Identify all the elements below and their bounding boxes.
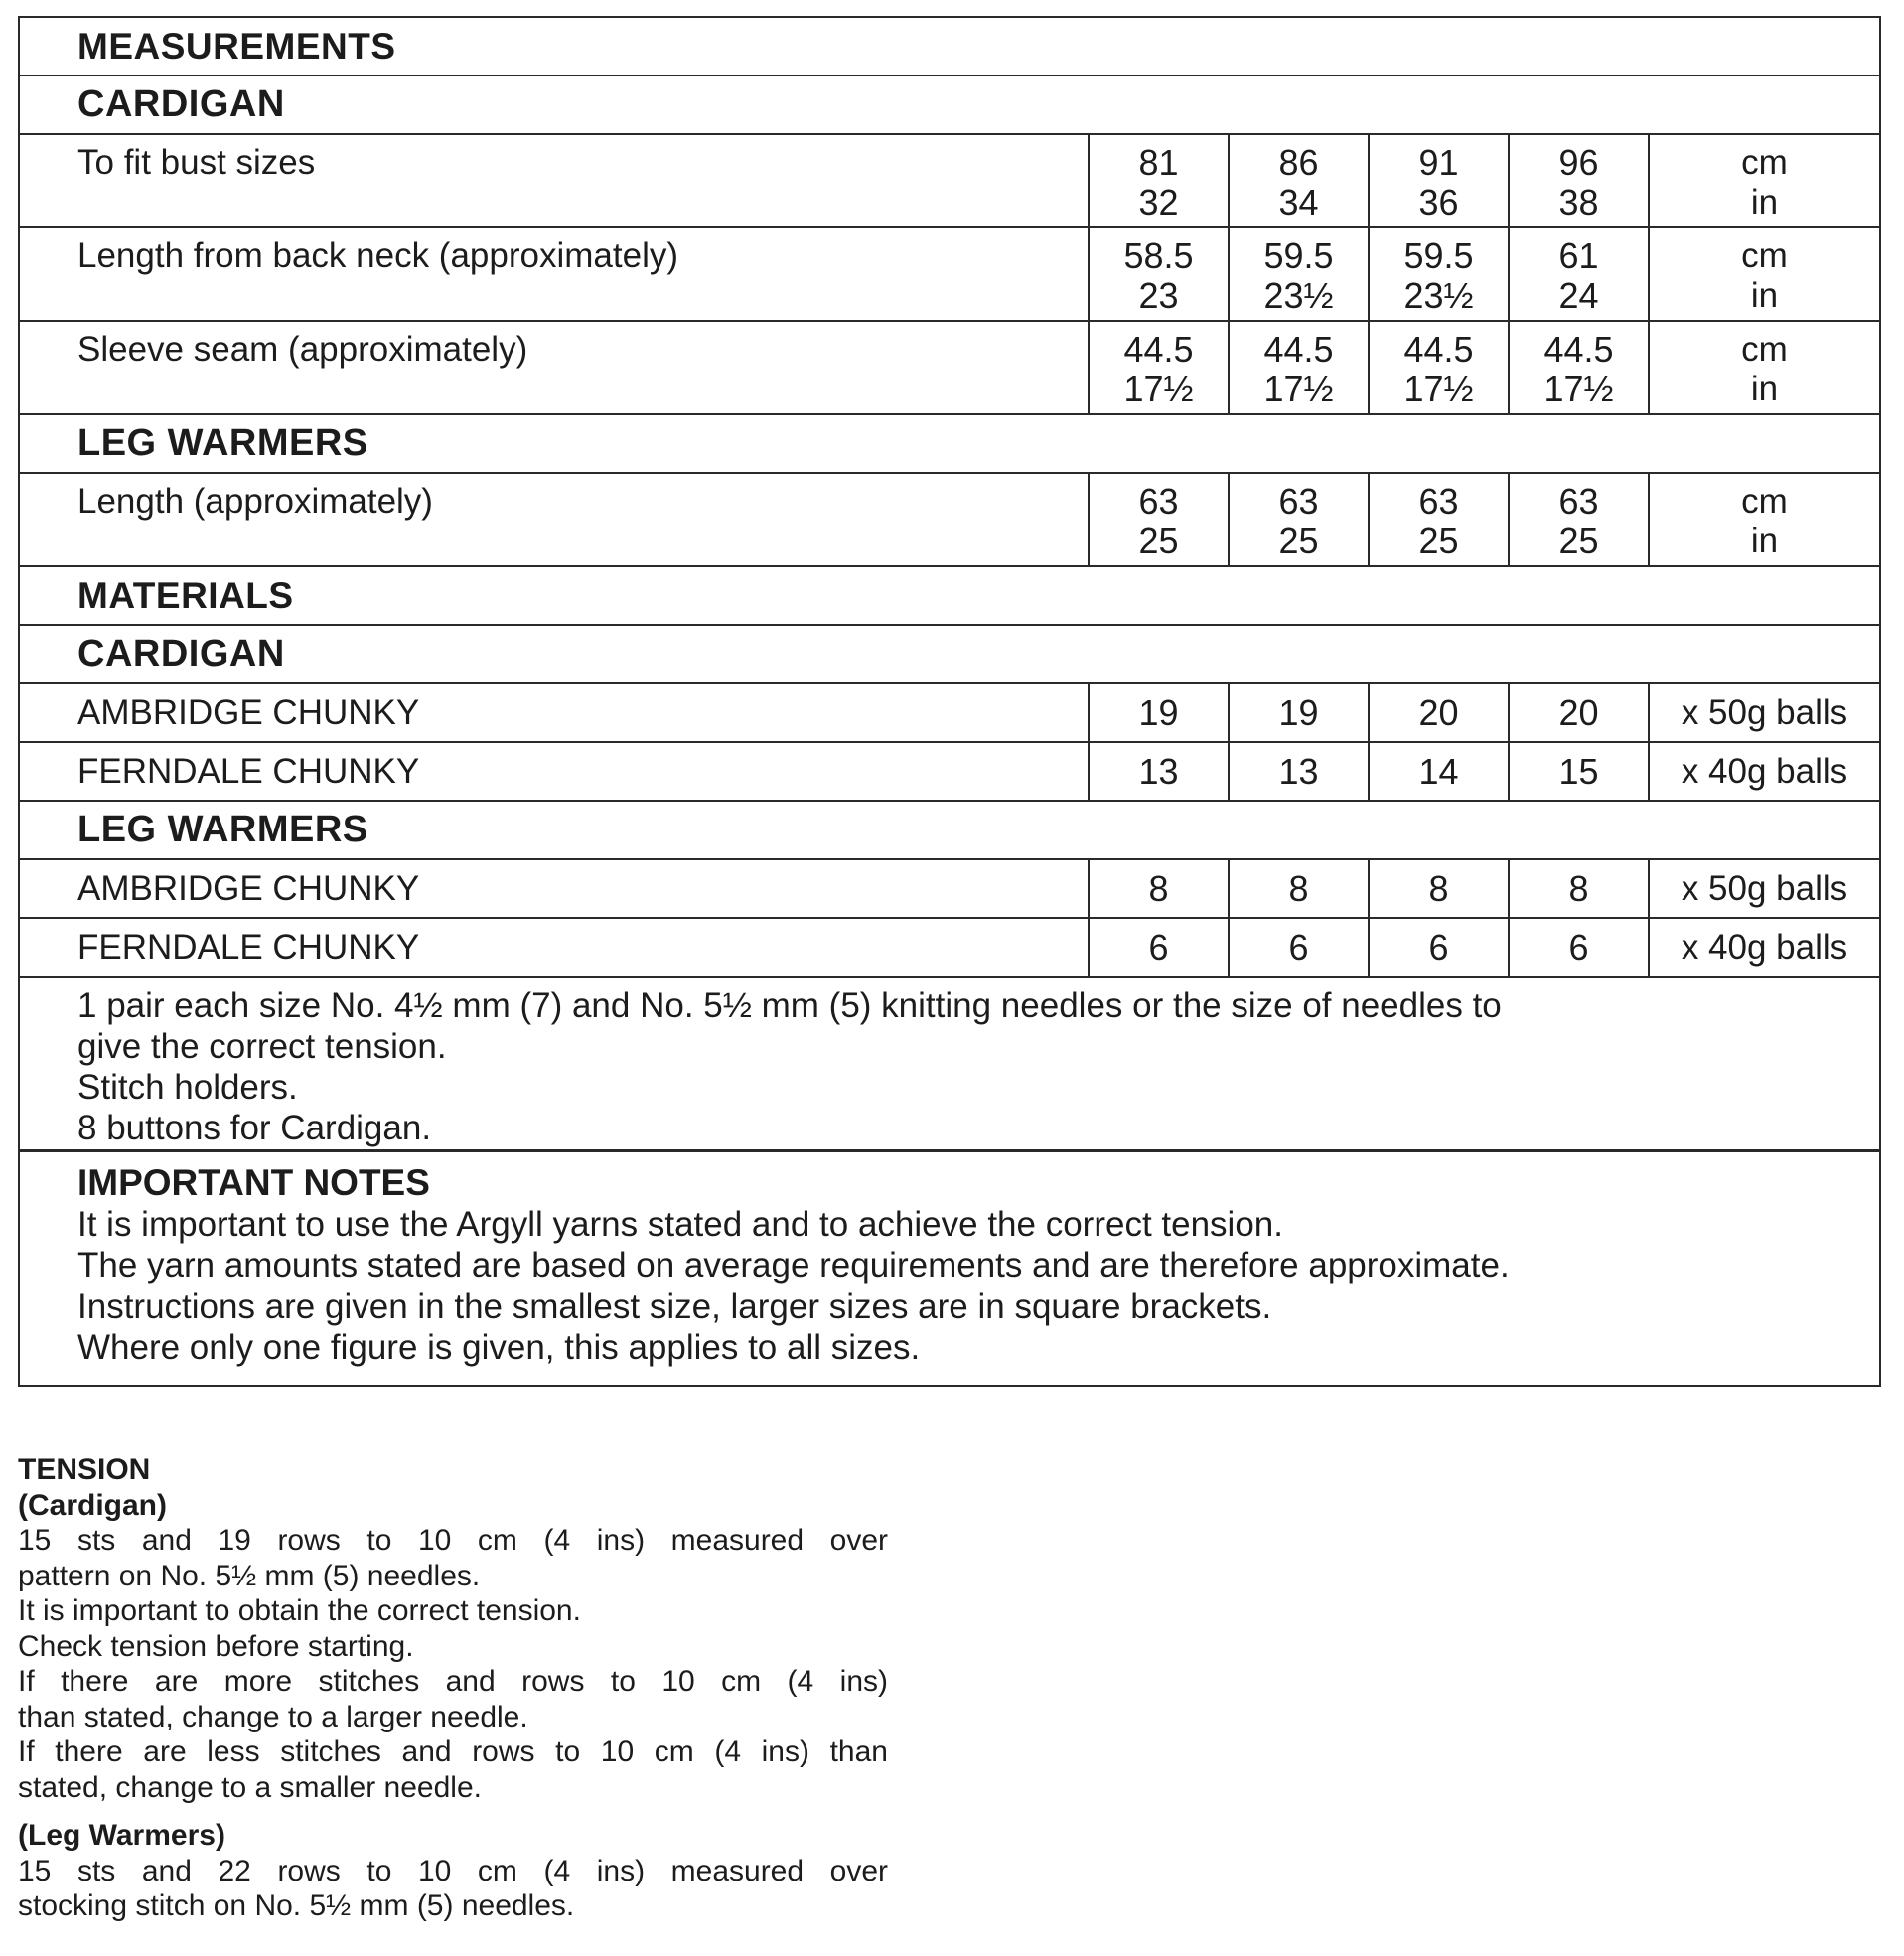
- material-row-ferndale-cardigan: [20, 743, 1879, 802]
- size-4-value: 44.5 17½: [1510, 322, 1650, 413]
- pattern-info-table: [18, 16, 1881, 1387]
- important-notes: [20, 1152, 1879, 1385]
- measurement-row-leg-length: [20, 474, 1879, 567]
- unit-label: cm in: [1741, 236, 1788, 315]
- size-2-balls: 8: [1230, 860, 1370, 917]
- measurements-header: [20, 18, 1879, 76]
- ball-unit: x 50g balls: [1681, 692, 1848, 732]
- ball-unit: x 40g balls: [1681, 927, 1848, 967]
- tension-line: If there are less stitches and rows to 10 cm (4 ins) than: [18, 1735, 888, 1768]
- yarn-name: AMBRIDGE CHUNKY: [20, 684, 1090, 741]
- size-1-value: 44.5 17½: [1090, 322, 1230, 413]
- size-1-value: 58.5 23: [1090, 228, 1230, 320]
- needles-and-extras: [20, 978, 1879, 1152]
- materials-title: MATERIALS: [77, 574, 294, 616]
- unit-label: cm in: [1741, 482, 1788, 560]
- size-4-balls: 6: [1510, 919, 1650, 976]
- size-4-value: 96 38: [1510, 135, 1650, 226]
- leg-warmers-materials-title: LEG WARMERS: [77, 809, 368, 850]
- size-2-balls: 13: [1230, 743, 1370, 800]
- cardigan-materials-title: CARDIGAN: [77, 633, 285, 675]
- needles-line-2: give the correct tension.: [77, 1027, 447, 1066]
- tension-leg-warmers-subtitle: (Leg Warmers): [18, 1819, 225, 1852]
- tension-cardigan-subtitle: (Cardigan): [18, 1488, 167, 1522]
- materials-header: [20, 567, 1879, 626]
- measurement-row-sleeve: [20, 322, 1879, 415]
- size-3-balls: 20: [1370, 684, 1510, 741]
- yarn-name: FERNDALE CHUNKY: [20, 919, 1090, 976]
- size-3-value: 91 36: [1370, 135, 1510, 226]
- cardigan-materials-header: [20, 626, 1879, 684]
- tension-line: stocking stitch on No. 5½ mm (5) needles.: [18, 1889, 575, 1922]
- size-4-value: 61 24: [1510, 228, 1650, 320]
- tension-line: than stated, change to a larger needle.: [18, 1700, 528, 1733]
- yarn-name: FERNDALE CHUNKY: [20, 743, 1090, 800]
- size-3-balls: 6: [1370, 919, 1510, 976]
- note-line: Instructions are given in the smallest size, larger sizes are in square brackets.: [77, 1286, 1272, 1326]
- size-2-value: 86 34: [1230, 135, 1370, 226]
- size-4-balls: 8: [1510, 860, 1650, 917]
- measurement-label: Sleeve seam (approximately): [20, 322, 1090, 413]
- measurement-label: To fit bust sizes: [20, 135, 1090, 226]
- tension-line: stated, change to a smaller needle.: [18, 1770, 482, 1804]
- extra-item: 8 buttons for Cardigan.: [77, 1109, 432, 1147]
- note-line: Where only one figure is given, this applies to all sizes.: [77, 1328, 921, 1367]
- cardigan-measurements-title: CARDIGAN: [77, 83, 285, 125]
- size-1-value: 81 32: [1090, 135, 1230, 226]
- unit-label: cm in: [1741, 330, 1788, 408]
- measurement-row-bust: [20, 135, 1879, 228]
- tension-line: It is important to obtain the correct tension.: [18, 1594, 581, 1627]
- note-line: It is important to use the Argyll yarns stated and to achieve the correct tension.: [77, 1204, 1283, 1244]
- extra-item: Stitch holders.: [77, 1068, 298, 1107]
- tension-section: [18, 1452, 888, 1924]
- size-3-value: 63 25: [1370, 474, 1510, 565]
- size-1-value: 63 25: [1090, 474, 1230, 565]
- size-1-balls: 13: [1090, 743, 1230, 800]
- size-1-balls: 8: [1090, 860, 1230, 917]
- important-notes-title: IMPORTANT NOTES: [77, 1162, 430, 1203]
- tension-line: Check tension before starting.: [18, 1629, 414, 1663]
- material-row-ambridge-leg-warmers: [20, 860, 1879, 919]
- size-3-value: 59.5 23½: [1370, 228, 1510, 320]
- size-4-balls: 20: [1510, 684, 1650, 741]
- size-2-value: 44.5 17½: [1230, 322, 1370, 413]
- needles-line-1: 1 pair each size No. 4½ mm (7) and No. 5½ mm (5) knitting needles or the size of needles to: [77, 986, 1502, 1025]
- measurement-row-length: [20, 228, 1879, 322]
- leg-warmers-measurements-header: [20, 415, 1879, 474]
- size-3-balls: 8: [1370, 860, 1510, 917]
- measurement-label: Length (approximately): [20, 474, 1090, 565]
- size-2-value: 59.5 23½: [1230, 228, 1370, 320]
- leg-warmers-materials-header: [20, 802, 1879, 860]
- unit-label: cm in: [1741, 143, 1788, 222]
- size-2-balls: 19: [1230, 684, 1370, 741]
- tension-line: 15 sts and 19 rows to 10 cm (4 ins) measured over: [18, 1524, 888, 1557]
- tension-line: pattern on No. 5½ mm (5) needles.: [18, 1559, 481, 1592]
- tension-line: 15 sts and 22 rows to 10 cm (4 ins) measured over: [18, 1854, 888, 1887]
- tension-title: TENSION: [18, 1453, 151, 1486]
- tension-line: If there are more stitches and rows to 10 cm (4 ins): [18, 1665, 888, 1698]
- measurement-label: Length from back neck (approximately): [20, 228, 1090, 320]
- leg-warmers-measurements-title: LEG WARMERS: [77, 422, 368, 464]
- cardigan-measurements-header: [20, 76, 1879, 135]
- measurements-title: MEASUREMENTS: [77, 25, 396, 67]
- size-1-balls: 19: [1090, 684, 1230, 741]
- size-1-balls: 6: [1090, 919, 1230, 976]
- size-4-balls: 15: [1510, 743, 1650, 800]
- ball-unit: x 40g balls: [1681, 751, 1848, 791]
- note-line: The yarn amounts stated are based on average requirements and are therefore approximate.: [77, 1246, 1510, 1284]
- size-2-value: 63 25: [1230, 474, 1370, 565]
- size-3-balls: 14: [1370, 743, 1510, 800]
- size-3-value: 44.5 17½: [1370, 322, 1510, 413]
- material-row-ferndale-leg-warmers: [20, 919, 1879, 978]
- size-2-balls: 6: [1230, 919, 1370, 976]
- material-row-ambridge-cardigan: [20, 684, 1879, 743]
- ball-unit: x 50g balls: [1681, 868, 1848, 908]
- yarn-name: AMBRIDGE CHUNKY: [20, 860, 1090, 917]
- size-4-value: 63 25: [1510, 474, 1650, 565]
